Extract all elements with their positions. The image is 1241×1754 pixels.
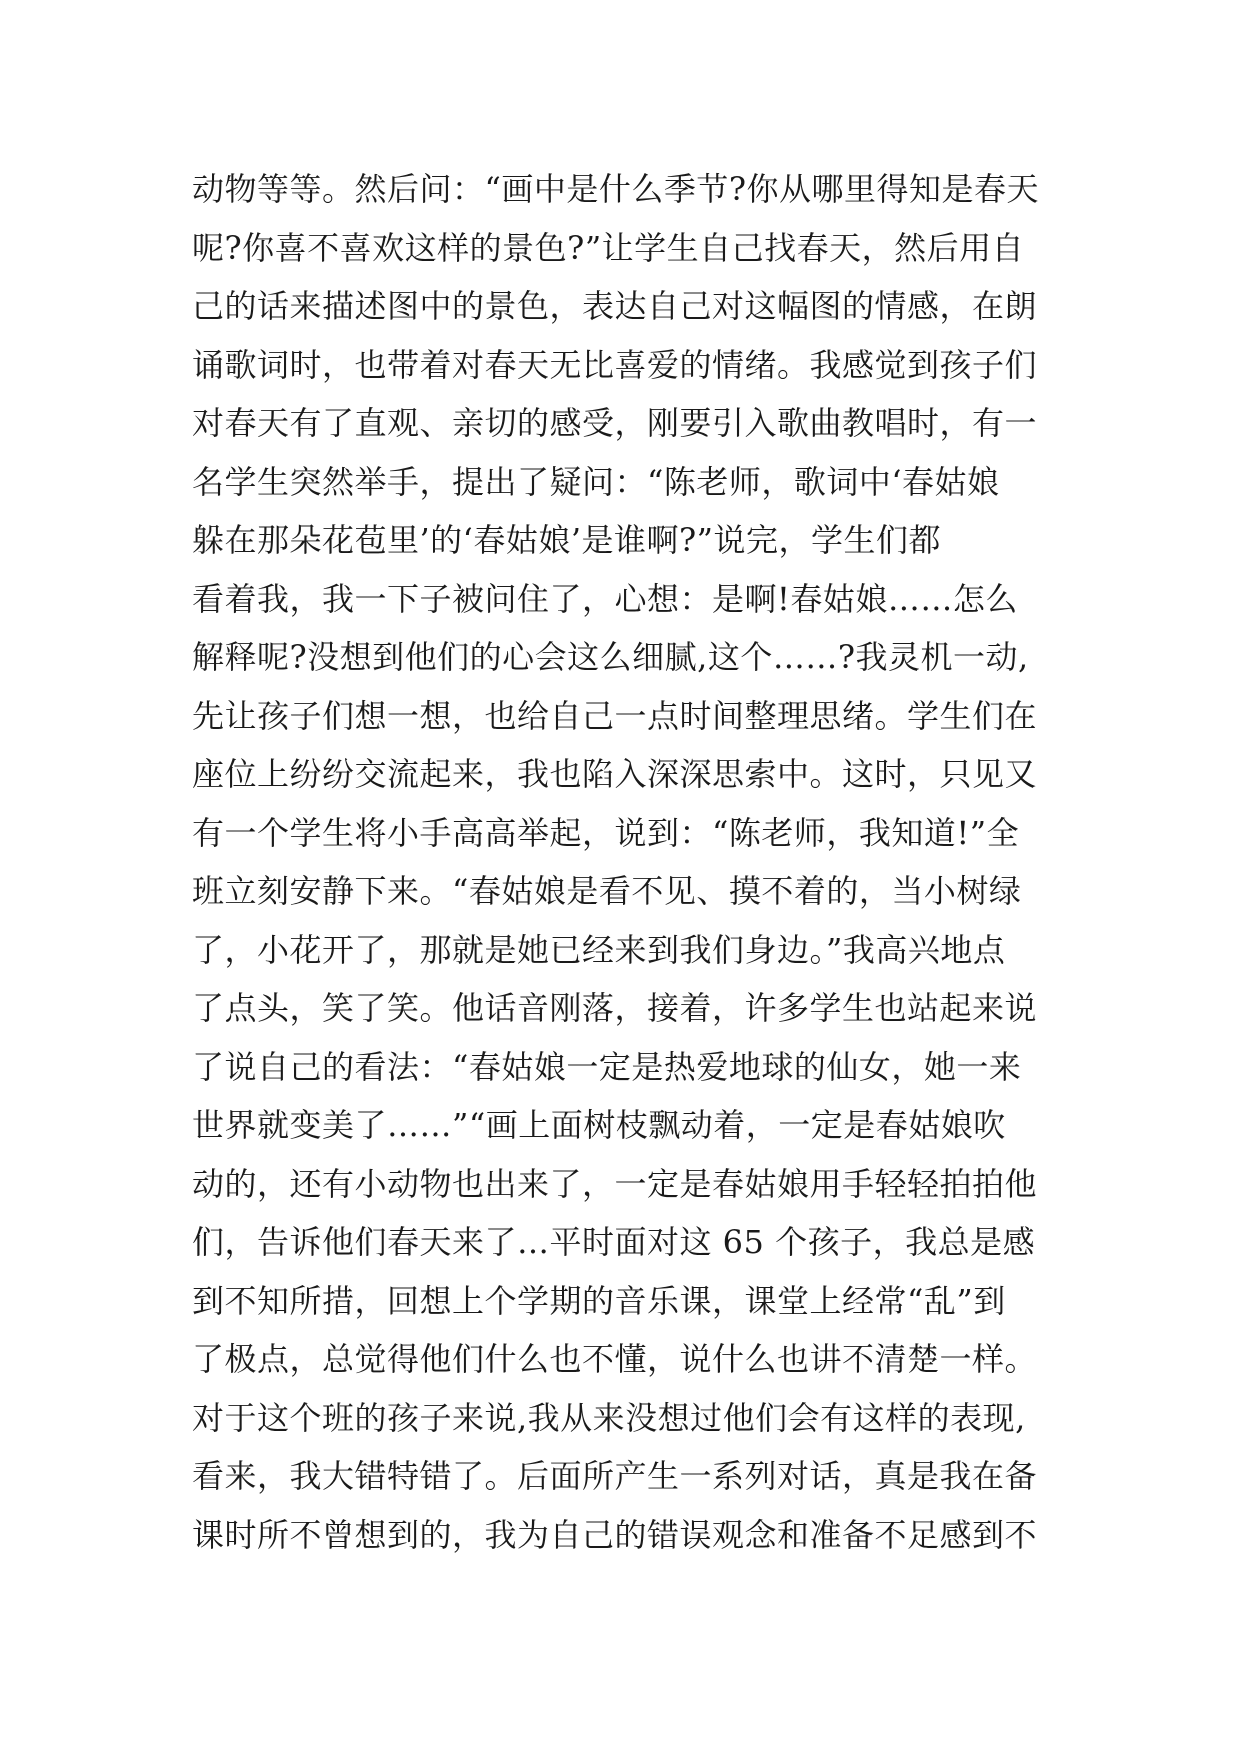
text-line: 躲在那朵花苞里’的‘春姑娘’是谁啊?”说完，学生们都: [192, 521, 942, 559]
text-line: 先让孩子们想一想，也给自己一点时间整理思绪。学生们在: [192, 696, 1038, 735]
text-line: 动的，还有小动物也出来了，一定是春姑娘用手轻轻拍拍他: [192, 1164, 1038, 1203]
text-line: 呢?你喜不喜欢这样的景色?”让学生自己找春天，然后用自: [192, 228, 1025, 267]
text-line: 诵歌词时，也带着对春天无比喜爱的情绪。我感觉到孩子们: [192, 345, 1038, 384]
text-line: 座位上纷纷交流起来，我也陷入深深思索中。这时，只见又: [192, 755, 1038, 793]
text-line: 解释呢?没想到他们的心会这么细腻,这个……?我灵机一动,: [192, 638, 1029, 676]
text-line: 了说自己的看法：“春姑娘一定是热爱地球的仙女，她一来: [192, 1047, 1022, 1086]
text-line: 课时所不曾想到的，我为自己的错误观念和准备不足感到不: [192, 1515, 1038, 1554]
text-line: 了极点，总觉得他们什么也不懂，说什么也讲不清楚一样。: [192, 1340, 1038, 1378]
text-line: 动物等等。然后问：“画中是什么季节?你从哪里得知是春天: [192, 170, 1040, 208]
body-text: [192, 160, 1062, 1564]
text-line: 看着我，我一下子被问住了，心想：是啊!春姑娘……怎么: [192, 579, 1018, 618]
text-line: 了，小花开了，那就是她已经来到我们身边。”我高兴地点: [192, 930, 1006, 969]
text-line: 对春天有了直观、亲切的感受，刚要引入歌曲教唱时，有一: [192, 404, 1038, 442]
text-line: 名学生突然举手，提出了疑问：“陈老师，歌词中‘春姑娘: [192, 462, 1000, 501]
text-line: 己的话来描述图中的景色，表达自己对这幅图的情感，在朗: [192, 287, 1038, 325]
text-line: 们，告诉他们春天来了…平时面对这 65 个孩子，我总是感: [192, 1223, 1036, 1261]
text-line: 了点头，笑了笑。他话音刚落，接着，许多学生也站起来说: [192, 989, 1038, 1027]
text-line: 看来，我大错特错了。后面所产生一系列对话，真是我在备: [192, 1457, 1038, 1495]
text-line: 有一个学生将小手高高举起，说到：“陈老师，我知道!”全: [192, 813, 1020, 852]
text-line: 对于这个班的孩子来说,我从来没想过他们会有这样的表现,: [192, 1398, 1026, 1437]
text-line: 班立刻安静下来。“春姑娘是看不见、摸不着的，当小树绿: [192, 872, 1022, 910]
text-line: 世界就变美了……”“画上面树枝飘动着，一定是春姑娘吹: [192, 1106, 1006, 1144]
text-line: 到不知所措，回想上个学期的音乐课，课堂上经常“乱”到: [192, 1281, 1006, 1320]
